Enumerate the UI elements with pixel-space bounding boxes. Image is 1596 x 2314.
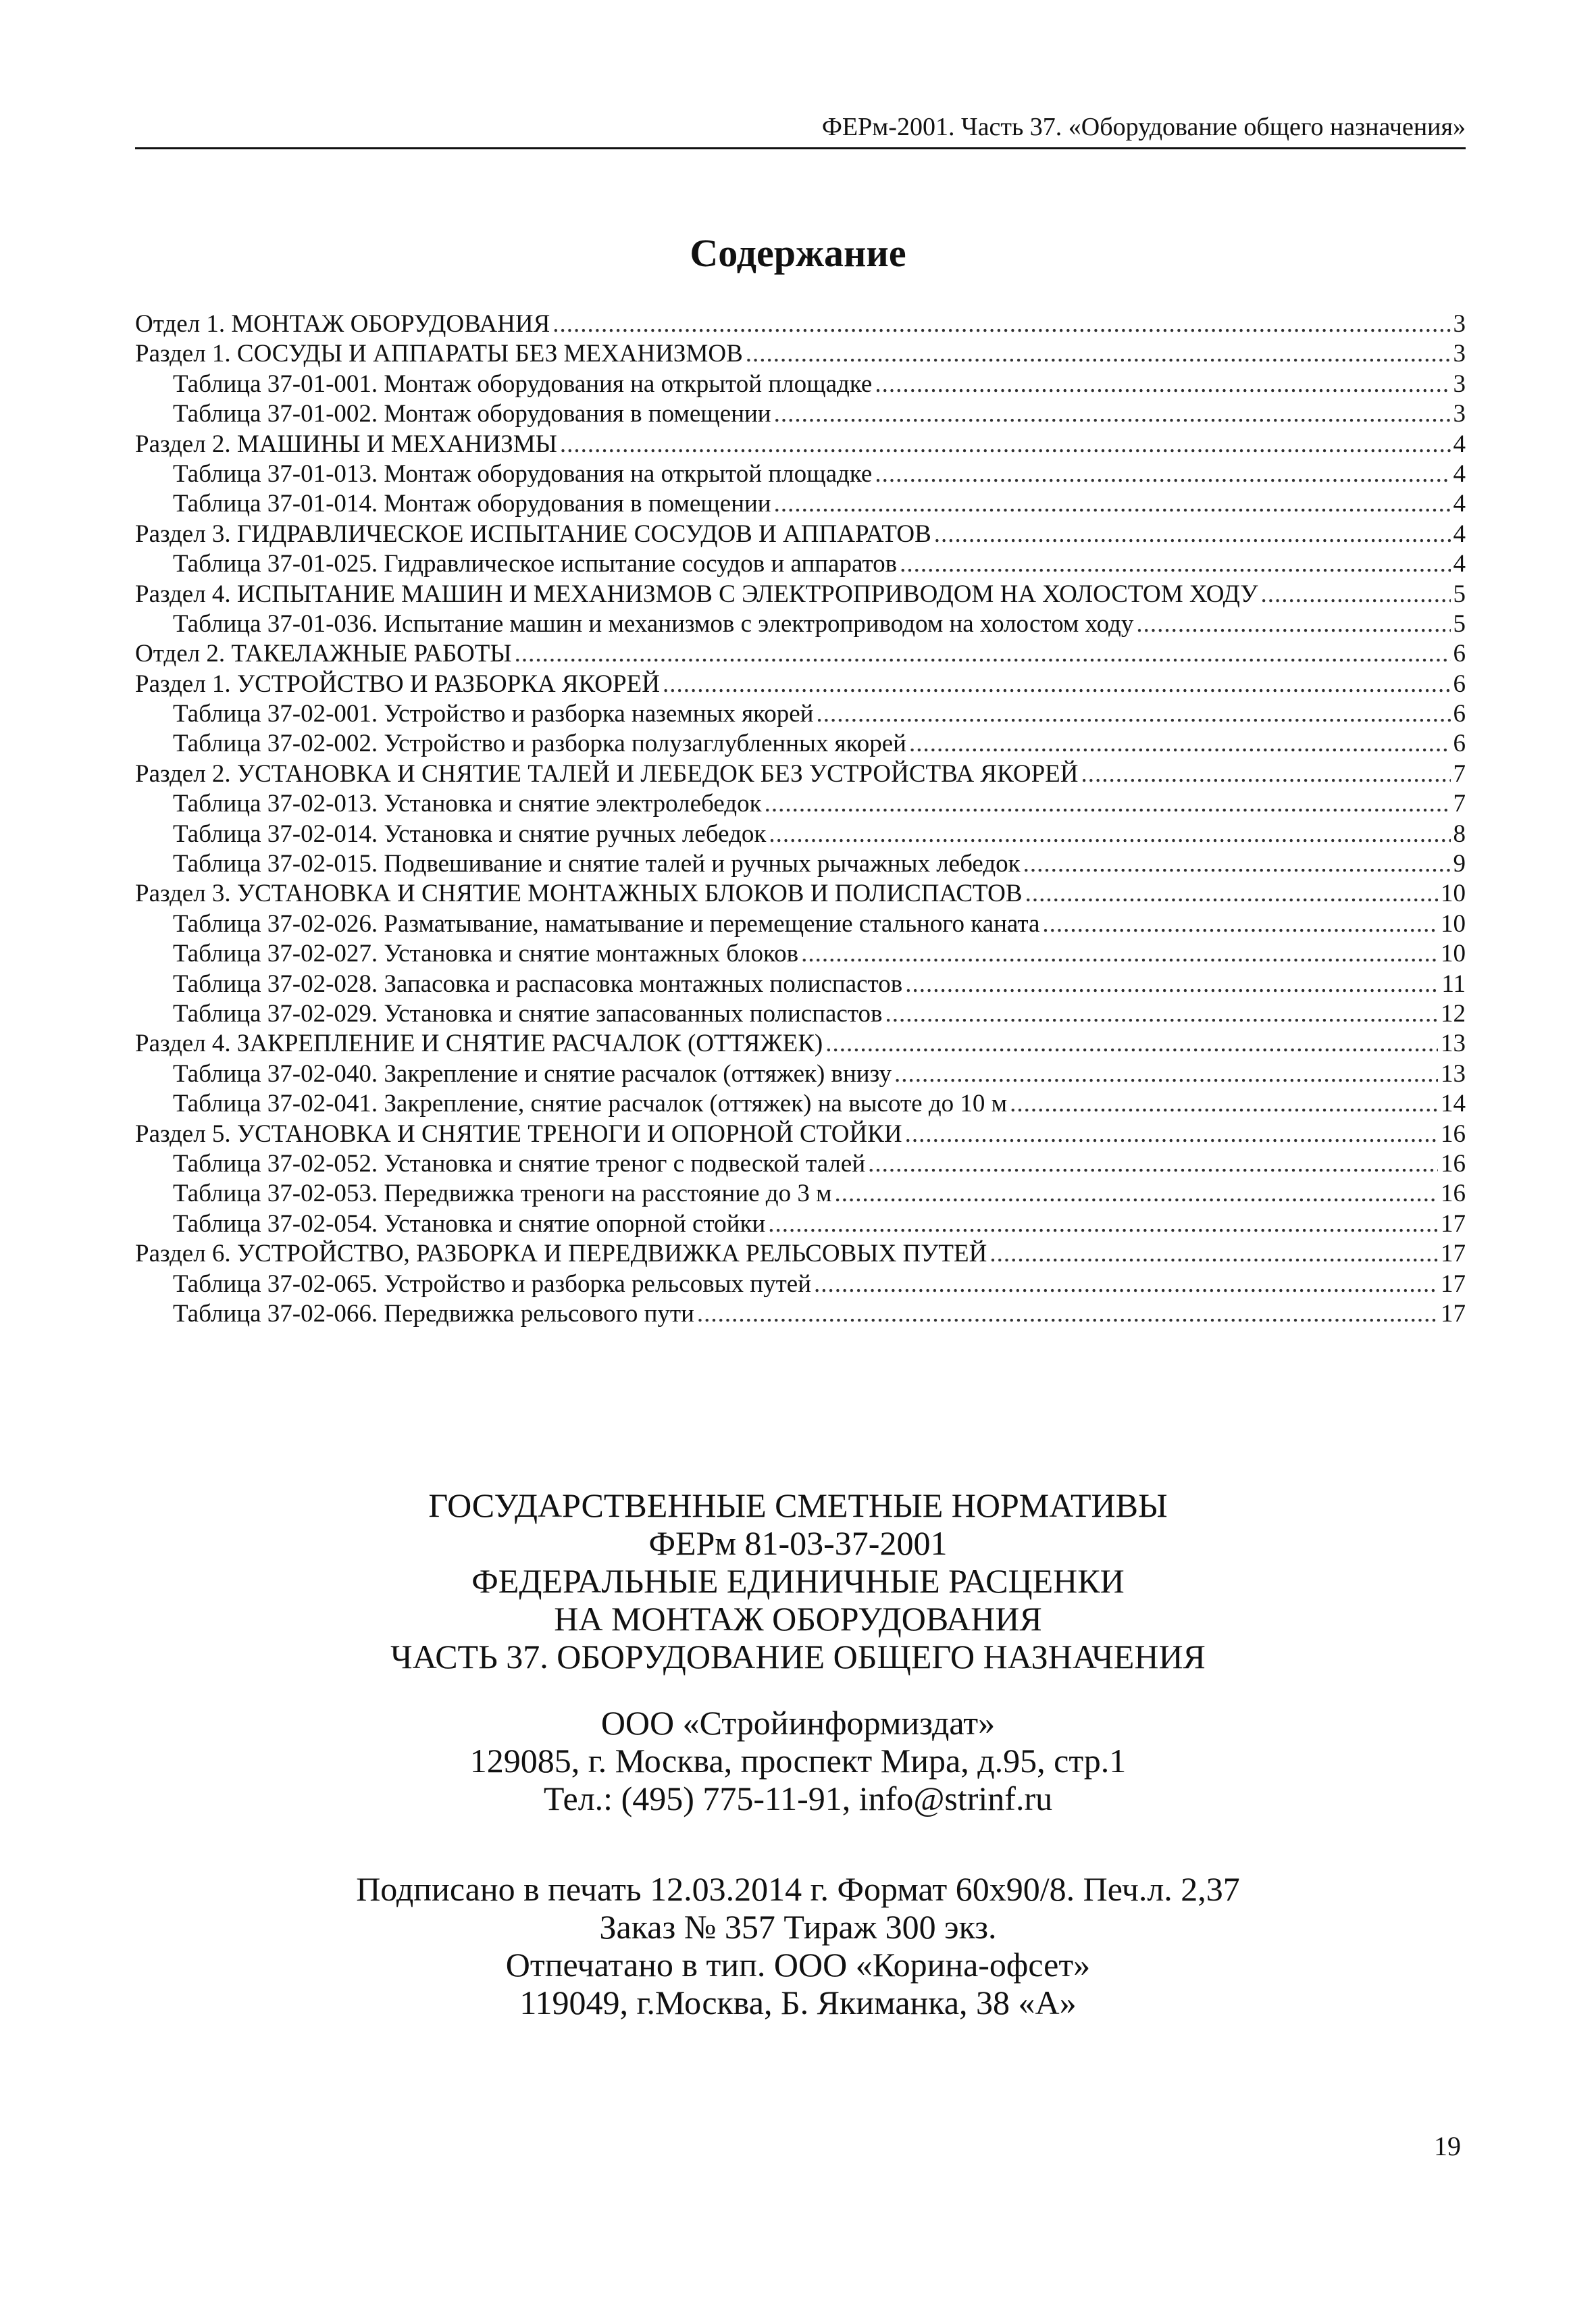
publisher-contacts: Тел.: (495) 775-11-91, info@strinf.ru [543,1780,1053,1817]
toc-entry-label: Таблица 37-02-015. Подвешивание и снятие талей и ручных рычажных лебедок [173,850,1021,878]
publisher-block [0,1704,1596,1817]
toc-dot-leader [663,670,1451,699]
running-title: ФЕРм-2001. Часть 37. «Оборудование общего назначения» [821,113,1466,141]
toc-entry-section [135,1239,1466,1269]
toc-dot-leader [1025,879,1438,909]
toc-entry-page: 16 [1441,1120,1466,1148]
toc-entry-page: 13 [1441,1059,1466,1088]
toc-entry-table [135,849,1466,879]
toc-entry-label: Таблица 37-02-029. Установка и снятие запасованных полиспастов [173,999,883,1028]
toc-entry-page: 14 [1441,1090,1466,1118]
toc-dot-leader [816,699,1450,729]
toc-dot-leader [515,639,1451,669]
toc-entry-table [135,609,1466,639]
imprint-line: НА МОНТАЖ ОБОРУДОВАНИЯ [554,1600,1042,1638]
toc-entry-label: Таблица 37-01-002. Монтаж оборудования в помещении [173,400,771,428]
print-order: Заказ № 357 Тираж 300 экз. [599,1908,997,1946]
toc-dot-leader [768,1209,1438,1239]
toc-dot-leader [900,549,1450,579]
imprint-line: ЧАСТЬ 37. ОБОРУДОВАНИЕ ОБЩЕГО НАЗНАЧЕНИЯ [390,1638,1206,1676]
publisher-name: ООО «Стройинформиздат» [600,1704,996,1742]
toc-entry-page: 6 [1453,700,1466,728]
toc-dot-leader [765,789,1451,819]
toc-entry-label: Таблица 37-02-040. Закрепление и снятие расчалок (оттяжек) внизу [173,1059,892,1088]
page-number: 19 [1434,2131,1461,2161]
publisher-address: 129085, г. Москва, проспект Мира, д.95, стр.1 [469,1742,1127,1780]
toc-entry-section [135,759,1466,789]
toc-entry-label: Таблица 37-01-025. Гидравлическое испытание сосудов и аппаратов [173,550,898,578]
toc-entry-page: 12 [1441,999,1466,1028]
toc-dot-leader [909,729,1451,759]
toc-entry-section [135,1120,1466,1149]
toc-entry-page: 8 [1453,820,1466,848]
toc-entry-page: 5 [1453,580,1466,608]
toc-entry-label: Таблица 37-02-002. Устройство и разборка полузаглубленных якорей [173,730,906,758]
print-printed-by: Отпечатано в тип. ООО «Корина-офсет» [505,1946,1091,1984]
toc-entry-page: 3 [1453,400,1466,428]
toc-entry-label: Таблица 37-02-052. Установка и снятие треног с подвеской талей [173,1149,866,1178]
toc-entry-label: Раздел 3. ГИДРАВЛИЧЕСКОЕ ИСПЫТАНИЕ СОСУДОВ И АППАРАТОВ [135,520,931,548]
toc-dot-leader [1010,1089,1438,1119]
toc-dot-leader [1136,609,1450,639]
toc-entry-page: 3 [1453,310,1466,338]
toc-dot-leader [1042,909,1438,939]
toc-entry-page: 4 [1453,550,1466,578]
toc-entry-section [135,339,1466,369]
toc-entry-section [135,430,1466,459]
toc-entry-label: Таблица 37-02-028. Запасовка и распасовка монтажных полиспастов [173,970,903,998]
toc-entry-label: Отдел 2. ТАКЕЛАЖНЫЕ РАБОТЫ [135,640,512,668]
print-signed: Подписано в печать 12.03.2014 г. Формат 60x90/8. Печ.л. 2,37 [356,1870,1240,1908]
toc-dot-leader [875,459,1450,489]
toc-entry-table [135,399,1466,429]
toc-entry-page: 4 [1453,459,1466,488]
toc-entry-page: 3 [1453,370,1466,398]
toc-entry-table [135,939,1466,969]
toc-entry-page: 6 [1453,730,1466,758]
toc-entry-section [135,1029,1466,1059]
toc-entry-page: 16 [1441,1180,1466,1208]
toc-dot-leader [560,430,1451,459]
toc-entry-label: Раздел 2. МАШИНЫ И МЕХАНИЗМЫ [135,430,557,458]
toc-dot-leader [905,970,1439,999]
toc-dot-leader [1261,580,1451,609]
toc-dot-leader [746,339,1451,369]
toc-dot-leader [934,520,1451,549]
toc-entry-label: Таблица 37-02-027. Установка и снятие монтажных блоков [173,940,799,968]
toc-entry-page: 10 [1441,940,1466,968]
toc-entry-label: Таблица 37-02-026. Разматывание, наматывание и перемещение стального каната [173,909,1040,938]
toc-entry-page: 7 [1453,790,1466,818]
toc-entry-label: Таблица 37-01-001. Монтаж оборудования на открытой площадке [173,370,873,398]
toc-entry-section [135,580,1466,609]
toc-dot-leader [552,309,1450,339]
toc-entry-label: Таблица 37-01-014. Монтаж оборудования в помещении [173,490,771,518]
toc-entry-label: Раздел 6. УСТРОЙСТВО, РАЗБОРКА И ПЕРЕДВИЖКА РЕЛЬСОВЫХ ПУТЕЙ [135,1240,987,1268]
toc-entry-label: Таблица 37-02-053. Передвижка треноги на расстояние до 3 м [173,1180,832,1208]
toc-entry-label: Раздел 4. ИСПЫТАНИЕ МАШИН И МЕХАНИЗМОВ С ЭЛЕКТРОПРИВОДОМ НА ХОЛОСТОМ ХОДУ [135,580,1258,608]
toc-entry-page: 3 [1453,340,1466,368]
toc-entry-section [135,670,1466,699]
toc-entry-label: Раздел 3. УСТАНОВКА И СНЯТИЕ МОНТАЖНЫХ БЛОКОВ И ПОЛИСПАСТОВ [135,880,1023,908]
toc-entry-table [135,789,1466,819]
toc-entry-label: Таблица 37-02-065. Устройство и разборка рельсовых путей [173,1269,811,1298]
toc-entry-label: Таблица 37-02-054. Установка и снятие опорной стойки [173,1209,766,1238]
toc-dot-leader [825,1029,1438,1059]
toc-entry-table [135,970,1466,999]
toc-entry-page: 16 [1441,1149,1466,1178]
toc-entry-table [135,1299,1466,1329]
toc-entry-table [135,1209,1466,1239]
toc-entry-table [135,909,1466,939]
toc-dot-leader [769,820,1450,849]
toc-dot-leader [1023,849,1451,879]
toc-entry-table [135,489,1466,519]
toc-entry-page: 17 [1441,1269,1466,1298]
toc-entry-label: Таблица 37-02-041. Закрепление, снятие расчалок (оттяжек) на высоте до 10 м [173,1090,1008,1118]
toc-entry-page: 10 [1441,880,1466,908]
toc-entry-label: Раздел 4. ЗАКРЕПЛЕНИЕ И СНЯТИЕ РАСЧАЛОК (ОТТЯЖЕК) [135,1030,823,1058]
toc-entry-page: 4 [1453,520,1466,548]
toc-dot-leader [774,399,1451,429]
toc-entry-label: Отдел 1. МОНТАЖ ОБОРУДОВАНИЯ [135,310,550,338]
running-header [135,108,1466,149]
toc-entry-label: Таблица 37-02-066. Передвижка рельсового пути [173,1299,694,1328]
toc-entry-label: Раздел 1. СОСУДЫ И АППАРАТЫ БЕЗ МЕХАНИЗМОВ [135,340,743,368]
toc-entry-page: 17 [1441,1209,1466,1238]
toc-entry-table [135,1059,1466,1089]
toc-dot-leader [774,489,1451,519]
toc-entry-page: 6 [1453,640,1466,668]
toc-entry-table [135,549,1466,579]
toc-dot-leader [905,1120,1438,1149]
imprint-line: ФЕРм 81-03-37-2001 [648,1524,948,1562]
toc-entry-page: 7 [1453,759,1466,788]
toc-entry-table [135,370,1466,399]
toc-entry-page: 4 [1453,490,1466,518]
toc-title: Содержание [690,231,906,275]
toc-entry-page: 11 [1441,970,1466,998]
toc-entry-page: 9 [1453,850,1466,878]
toc-entry-section [135,520,1466,549]
print-info-block [0,1870,1596,2021]
toc-entry-table [135,1089,1466,1119]
toc-entry-label: Раздел 5. УСТАНОВКА И СНЯТИЕ ТРЕНОГИ И ОПОРНОЙ СТОЙКИ [135,1120,902,1148]
toc-entry-label: Таблица 37-02-001. Устройство и разборка наземных якорей [173,700,814,728]
toc-entry-label: Таблица 37-02-014. Установка и снятие ручных лебедок [173,820,767,848]
toc-dot-leader [989,1239,1438,1269]
toc-entry-page: 13 [1441,1030,1466,1058]
toc-entry-page: 4 [1453,430,1466,458]
toc-entry-table [135,1179,1466,1209]
imprint-block [0,1486,1596,1676]
toc-dot-leader [868,1149,1438,1179]
table-of-contents [135,309,1466,1329]
toc-dot-leader [894,1059,1438,1089]
toc-entry-table [135,699,1466,729]
toc-dot-leader [697,1299,1438,1329]
toc-entry-label: Раздел 2. УСТАНОВКА И СНЯТИЕ ТАЛЕЙ И ЛЕБЕДОК БЕЗ УСТРОЙСТВА ЯКОРЕЙ [135,759,1079,788]
toc-entry-table [135,999,1466,1029]
toc-dot-leader [885,999,1438,1029]
print-printer-address: 119049, г.Москва, Б. Якиманка, 38 «А» [519,1984,1077,2021]
toc-entry-label: Таблица 37-01-013. Монтаж оборудования на открытой площадке [173,459,873,488]
toc-entry-table [135,1269,1466,1299]
toc-entry-page: 10 [1441,909,1466,938]
toc-entry-page: 6 [1453,670,1466,698]
toc-dot-leader [835,1179,1438,1209]
toc-entry-section [135,309,1466,339]
toc-entry-page: 17 [1441,1299,1466,1328]
toc-dot-leader [801,939,1438,969]
toc-entry-table [135,459,1466,489]
toc-dot-leader [1081,759,1450,789]
toc-entry-label: Раздел 1. УСТРОЙСТВО И РАЗБОРКА ЯКОРЕЙ [135,670,660,698]
toc-entry-section [135,879,1466,909]
toc-entry-label: Таблица 37-02-013. Установка и снятие электролебедок [173,790,762,818]
toc-entry-table [135,729,1466,759]
toc-dot-leader [814,1269,1438,1299]
toc-entry-table [135,820,1466,849]
toc-entry-label: Таблица 37-01-036. Испытание машин и механизмов с электроприводом на холостом ходу [173,609,1134,638]
toc-entry-section [135,639,1466,669]
toc-entry-table [135,1149,1466,1179]
toc-entry-page: 5 [1453,609,1466,638]
imprint-line: ФЕДЕРАЛЬНЫЕ ЕДИНИЧНЫЕ РАСЦЕНКИ [471,1562,1125,1600]
imprint-line: ГОСУДАРСТВЕННЫЕ СМЕТНЫЕ НОРМАТИВЫ [428,1486,1168,1524]
toc-dot-leader [875,370,1450,399]
toc-entry-page: 17 [1441,1240,1466,1268]
